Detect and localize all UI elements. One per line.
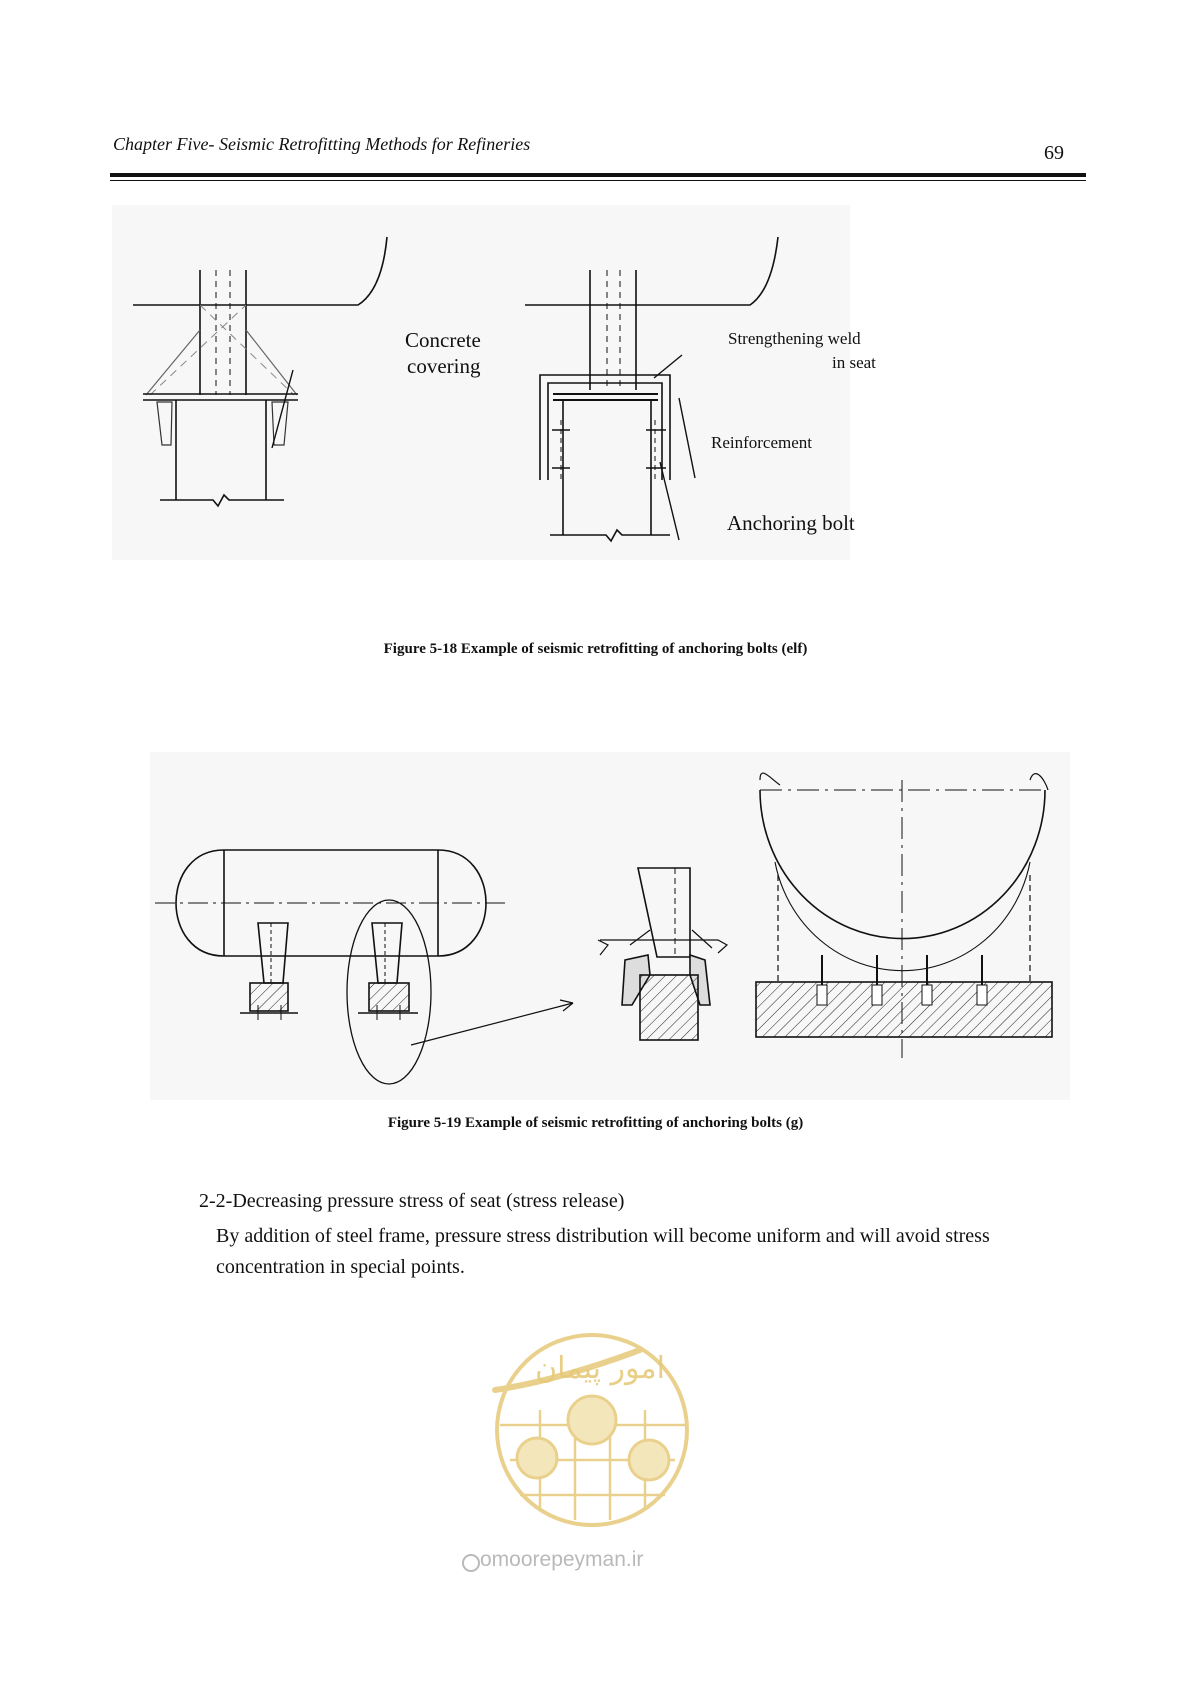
label-weld-line1: Strengthening weld xyxy=(728,329,861,348)
label-concrete-line1: Concrete xyxy=(405,328,481,352)
figure-5-18-caption: Figure 5-18 Example of seismic retrofitting of anchoring bolts (elf) xyxy=(383,641,808,657)
label-weld-line2: in seat xyxy=(832,353,876,372)
body-paragraph: By addition of steel frame, pressure stress distribution will become uniform and will avoid stress concentration in special points. xyxy=(216,1225,990,1278)
section-title: 2-2-Decreasing pressure stress of seat (stress release) xyxy=(199,1190,625,1212)
label-reinforcement: Reinforcement xyxy=(711,433,813,452)
label-concrete-line2: covering xyxy=(407,354,481,378)
label-anchoring-bolt: Anchoring bolt xyxy=(727,511,855,535)
figure-5-19-caption: Figure 5-19 Example of seismic retrofitting of anchoring bolts (g) xyxy=(387,1115,804,1131)
globe-icon xyxy=(463,1555,479,1571)
watermark-persian-text: امور پیمان xyxy=(535,1351,665,1386)
page-number: 69 xyxy=(1044,142,1064,164)
chapter-title: Chapter Five- Seismic Retrofitting Methods for Refineries xyxy=(113,134,531,154)
watermark-site-text: omoorepeyman.ir xyxy=(480,1548,644,1571)
